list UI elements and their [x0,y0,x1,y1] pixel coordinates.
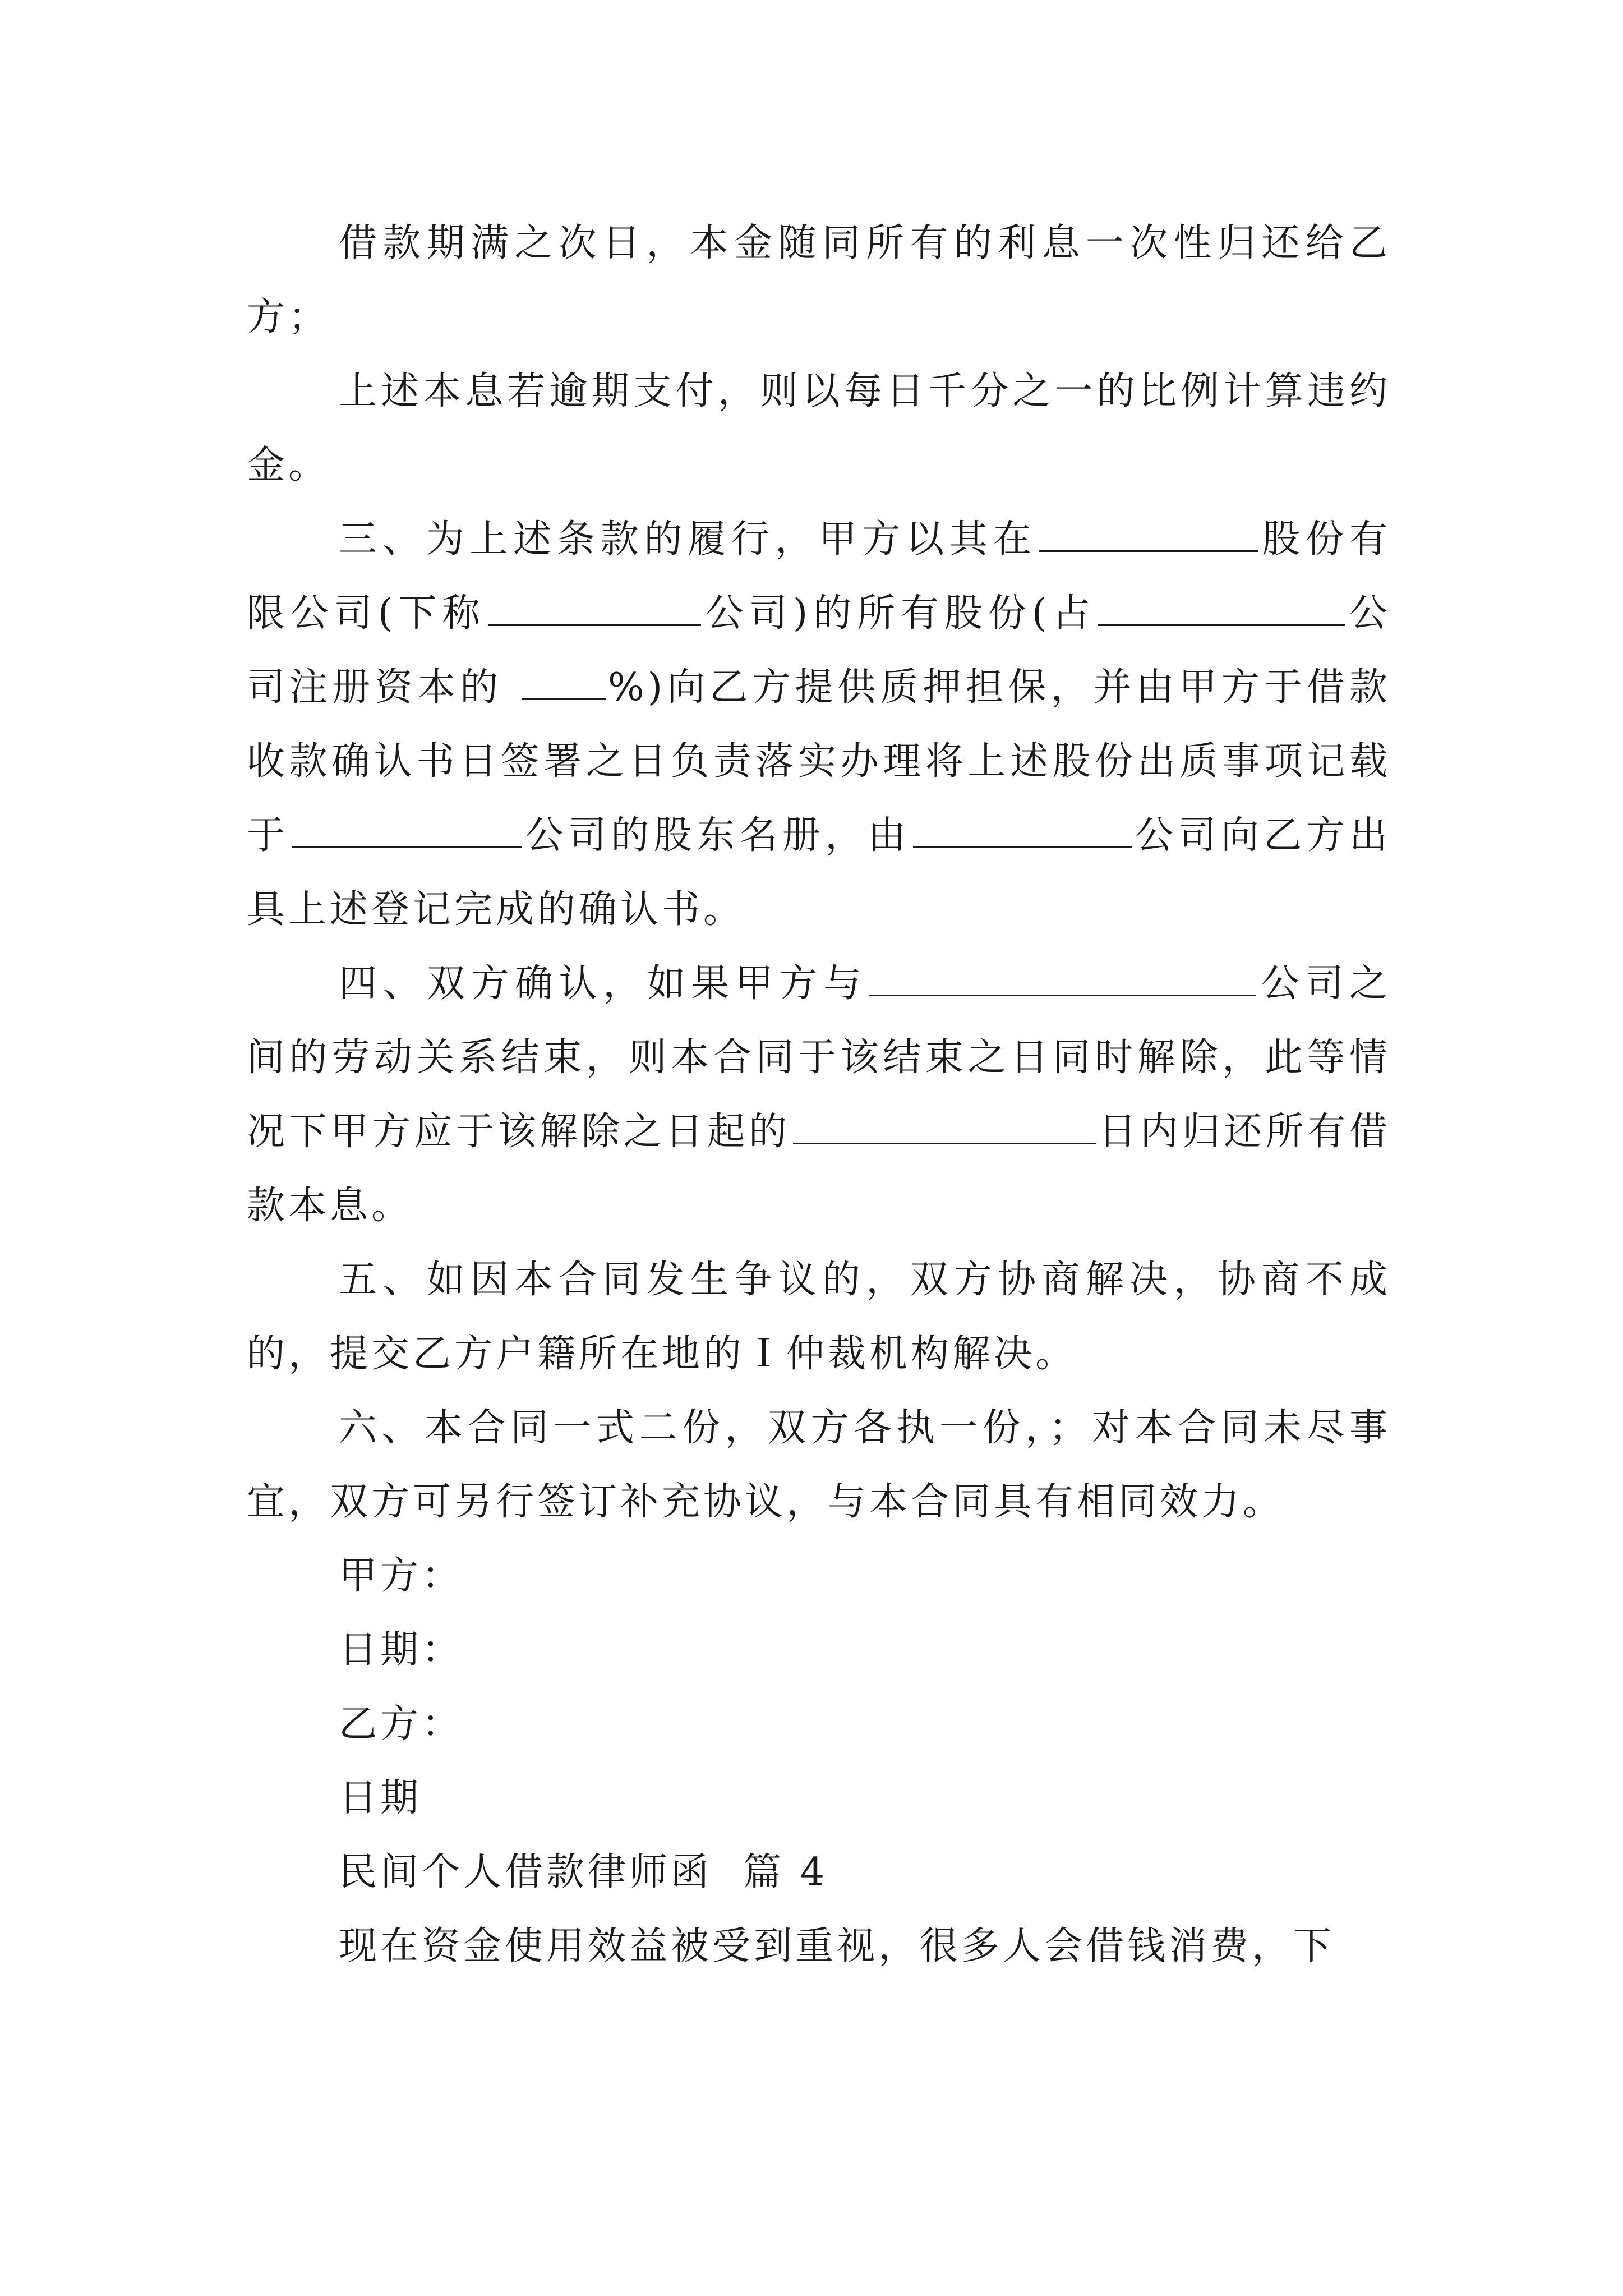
clause-4-text-2: 公司之间的劳动关系结束，则本合同于该结束之日同时解除，此等情况下甲方应于该解除之日起的 [247,961,1391,1154]
paragraph-clause-3 [247,503,1391,947]
signature-date-a: 日期： [339,1628,464,1672]
signature-party-a: 甲方： [339,1554,464,1598]
blank-days [793,1111,1096,1144]
blank-issuing-company [913,815,1132,848]
paragraph-penalty: 上述本息若逾期支付，则以每日千分之一的比例计算违约金。 [247,369,1391,487]
paragraph-intro: 现在资金使用效益被受到重视，很多人会借钱消费，下 [339,1924,1335,1968]
clause-3-text-3: 公司)的所有股份(占 [703,591,1096,636]
clause-3-text-5: %)向乙方提供质押担保，并由甲方于借款收款确认书日签署之日负责落实办理将上述股份出质事项记载于 [247,665,1391,858]
clause-3-text-4: 公司注册资本的 [247,591,1391,710]
blank-share-percent [522,667,606,700]
signature-party-b: 乙方： [339,1702,464,1746]
paragraph-repayment: 借款期满之次日，本金随同所有的利息一次性归还给乙方； [247,221,1391,339]
blank-employer-company [869,963,1256,996]
clause-3-text-7: 公司向乙方出具上述登记完成的确认书。 [247,813,1391,932]
clause-4-text-1: 四、双方确认，如果甲方与 [339,961,868,1006]
blank-company-name [1039,519,1258,552]
blank-company-short-name [488,593,701,626]
document-body [247,206,1391,1984]
clause-3-text-2: 股份有限公司(下称 [247,517,1391,636]
signature-date-b: 日期 [339,1776,422,1820]
paragraph-clause-4 [247,947,1391,1243]
blank-share-count [1098,593,1345,626]
clause-3-text-1: 三、为上述条款的履行，甲方以其在 [339,517,1037,562]
blank-register-company [292,815,522,848]
paragraph-clause-5: 五、如因本合同发生争议的，双方协商解决，协商不成的，提交乙方户籍所在地的Ｉ仲裁机构解决。 [247,1258,1391,1376]
paragraph-clause-6: 六、本合同一式二份，双方各执一份，；对本合同未尽事宜，双方可另行签订补充协议，与本合同具有相同效力。 [247,1406,1391,1524]
clause-4-text-3: 日内归还所有借款本息。 [247,1110,1391,1228]
section-title: 民间个人借款律师函 篇 4 [339,1850,828,1894]
clause-3-text-6: 公司的股东名册，由 [524,813,911,858]
